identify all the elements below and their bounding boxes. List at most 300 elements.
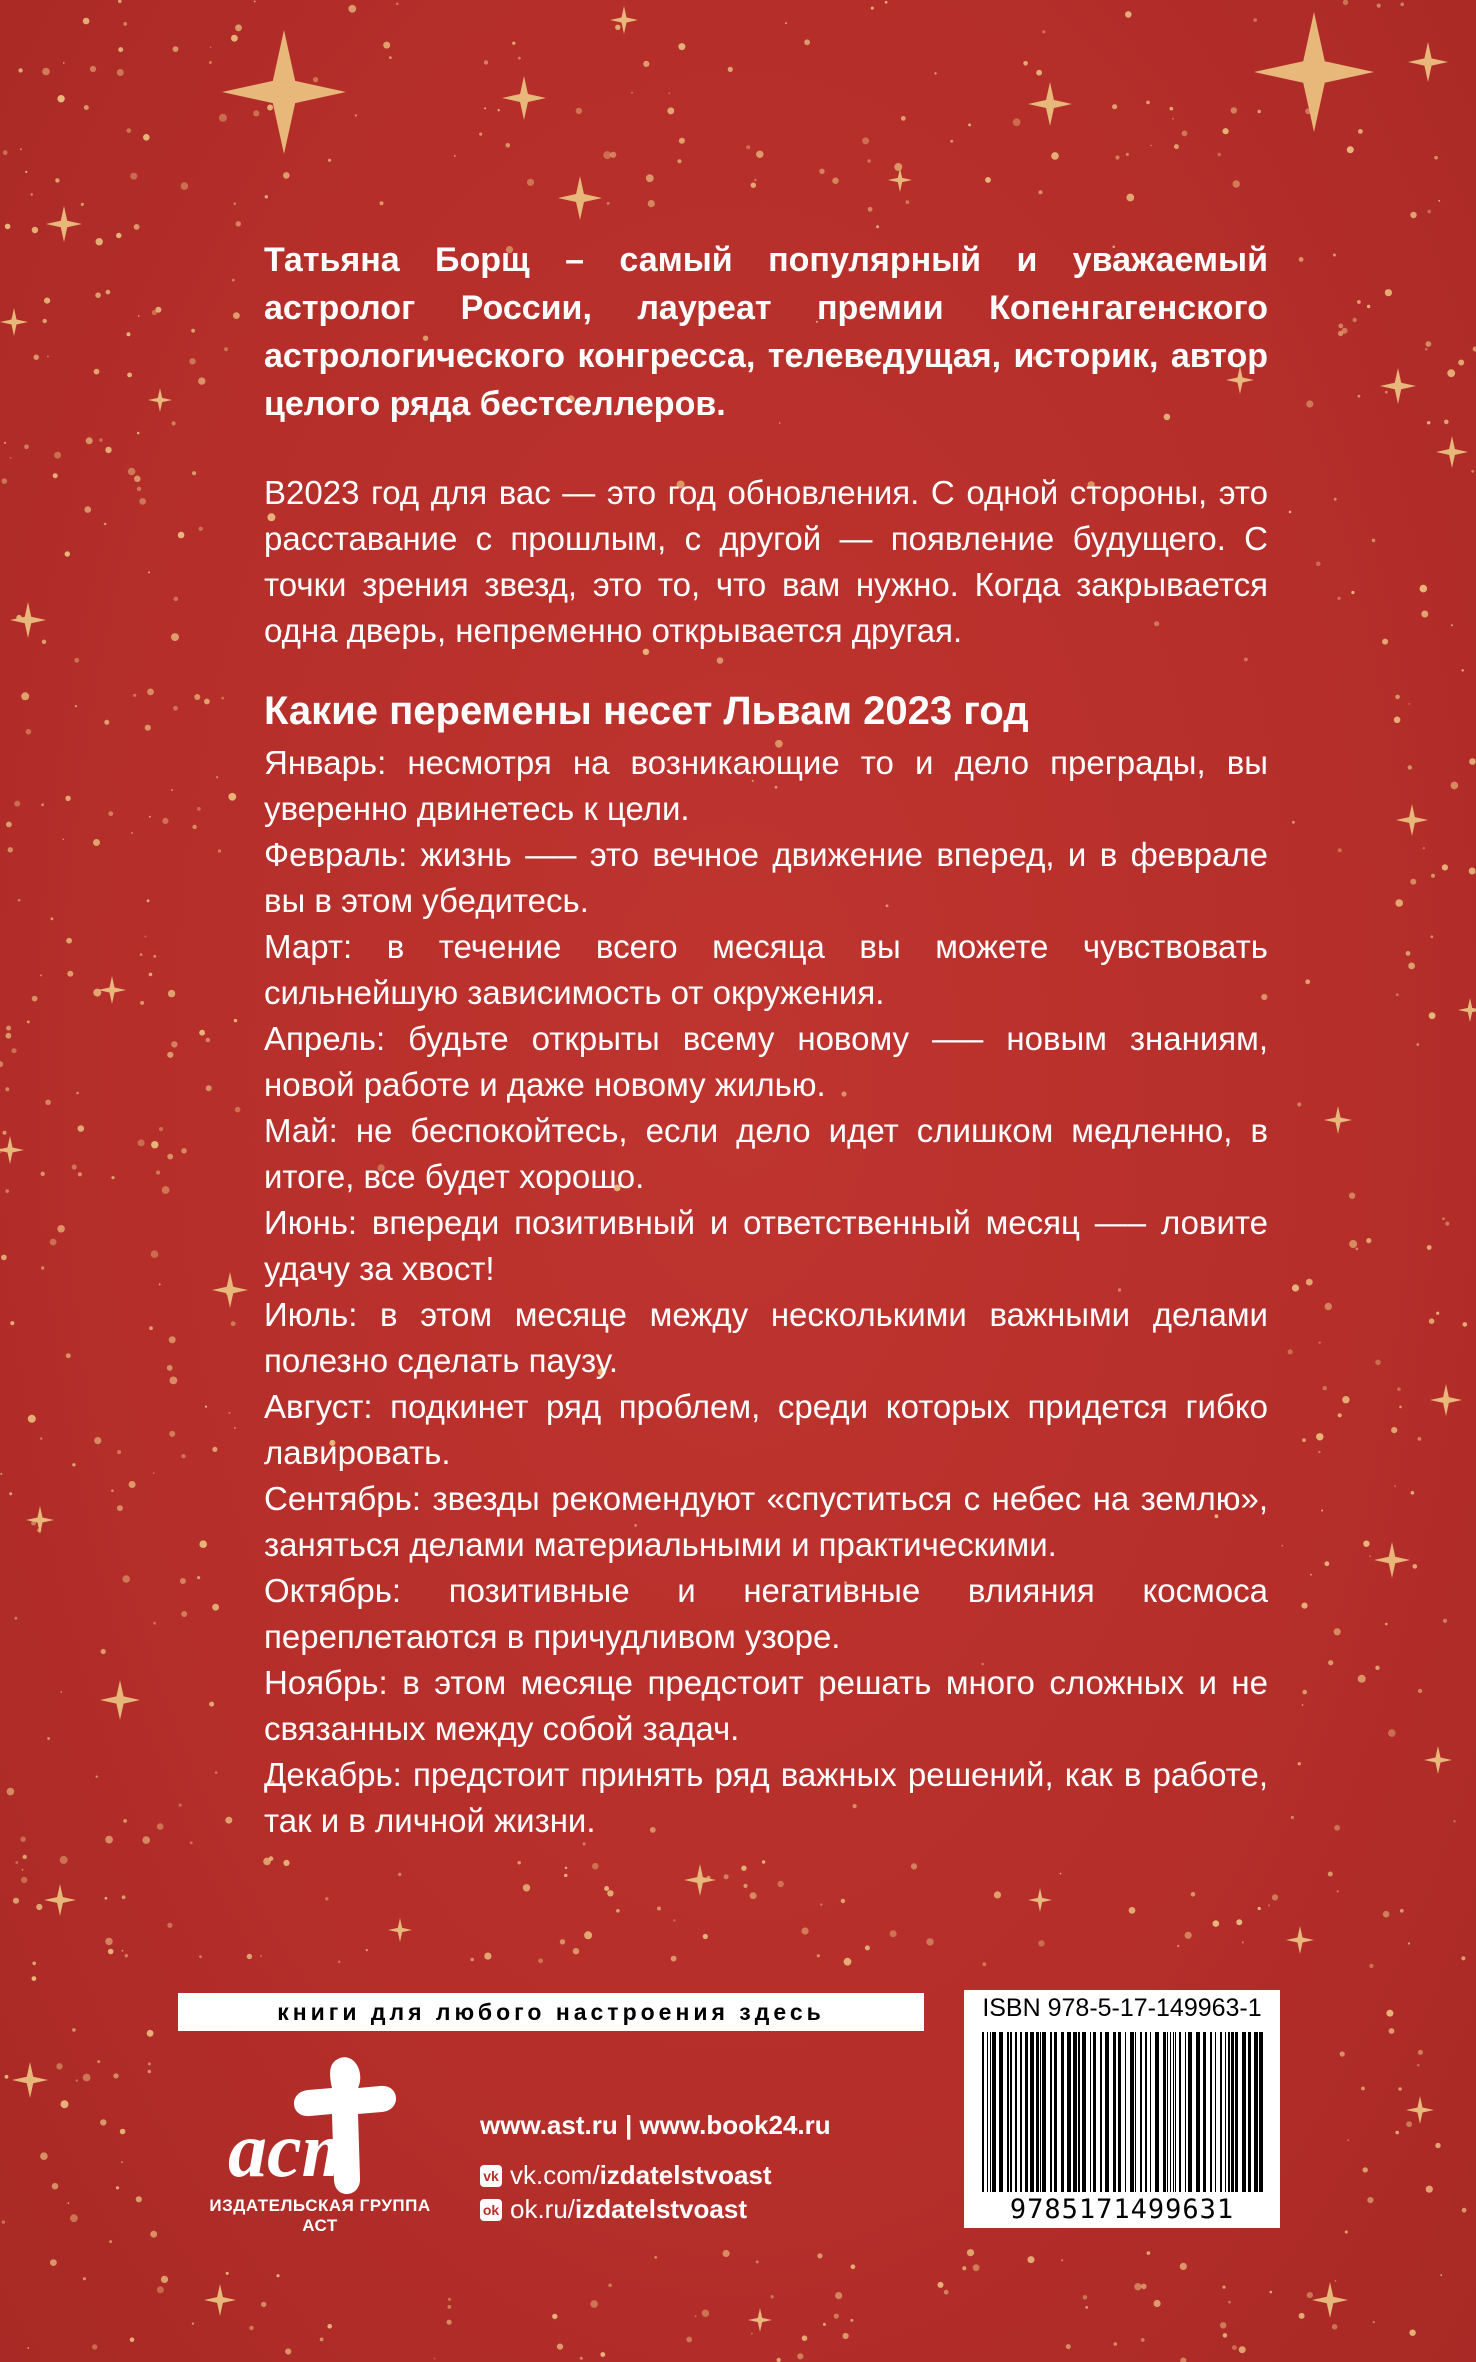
star-dot — [1473, 346, 1476, 351]
star-dot — [147, 2030, 154, 2037]
star-dot — [105, 1897, 108, 1900]
sparkle-star — [1286, 1926, 1314, 1954]
star-dot — [167, 1154, 173, 1160]
website-links[interactable]: www.ast.ru | www.book24.ru — [480, 2110, 831, 2140]
star-dot — [850, 2319, 853, 2322]
star-dot — [1334, 498, 1337, 501]
star-dot — [1434, 156, 1438, 160]
star-dot — [139, 498, 146, 505]
star-dot — [668, 92, 670, 94]
star-dot — [1288, 1349, 1293, 1354]
star-dot — [265, 195, 268, 198]
star-dot — [1391, 1427, 1397, 1433]
star-dot — [221, 697, 224, 700]
star-dot — [1453, 1820, 1455, 1822]
star-dot — [121, 2161, 123, 2163]
star-dot — [1232, 2345, 1237, 2350]
star-dot — [389, 56, 392, 59]
star-dot — [973, 2264, 980, 2271]
barcode-bar — [992, 2032, 996, 2192]
month-item: Июль: в этом месяце между несколькими важными делами полезно сделать паузу. — [264, 1296, 1268, 1379]
star-dot — [60, 1691, 62, 1693]
star-dot — [985, 177, 991, 183]
sparkle-star — [46, 206, 82, 242]
star-dot — [5, 1189, 9, 1193]
ok-link[interactable] — [480, 2194, 747, 2225]
star-dot — [150, 2231, 157, 2238]
star-dot — [1222, 2286, 1225, 2289]
star-dot — [702, 2310, 709, 2317]
star-dot — [234, 1427, 236, 1429]
star-dot — [138, 315, 140, 317]
barcode-bar — [982, 2032, 984, 2192]
star-dot — [1462, 669, 1464, 671]
barcode-bar — [1173, 2032, 1174, 2192]
publisher-name: ИЗДАТЕЛЬСКАЯ ГРУППА АСТ — [209, 2196, 431, 2235]
star-dot — [484, 60, 488, 64]
star-dot — [228, 1412, 230, 1414]
star-dot — [76, 1092, 79, 1095]
star-dot — [1126, 194, 1134, 202]
star-dot — [607, 1890, 613, 1896]
star-dot — [206, 1085, 212, 1091]
star-dot — [67, 971, 73, 977]
star-dot — [746, 145, 750, 149]
star-dot — [162, 818, 168, 824]
month-item: Март: в течение всего месяца вы можете чувствовать сильнейшую зависимость от окружения. — [264, 928, 1268, 1011]
star-dot — [1126, 153, 1129, 156]
star-dot — [1462, 2208, 1467, 2213]
star-dot — [1036, 70, 1042, 76]
star-dot — [226, 2272, 229, 2275]
star-dot — [1385, 289, 1392, 296]
star-dot — [338, 1961, 341, 1964]
star-dot — [2, 2220, 5, 2223]
star-dot — [138, 1139, 145, 1146]
star-dot — [206, 1038, 211, 1043]
star-dot — [1134, 2283, 1141, 2290]
star-dot — [197, 807, 201, 811]
star-dot — [1231, 107, 1237, 113]
star-dot — [118, 47, 123, 52]
star-dot — [911, 1863, 917, 1869]
sparkle-star — [1028, 82, 1072, 126]
star-dot — [144, 936, 146, 938]
star-dot — [1147, 2251, 1151, 2255]
star-dot — [1418, 1689, 1422, 1693]
star-dot — [1396, 993, 1399, 996]
isbn-text: ISBN 978-5-17-149963-1 — [982, 1994, 1262, 2022]
star-dot — [643, 61, 649, 67]
star-dot — [15, 1617, 18, 1620]
star-dot — [180, 1578, 186, 1584]
star-dot — [885, 1, 888, 4]
star-dot — [777, 2358, 781, 2362]
star-dot — [61, 2100, 69, 2108]
star-dot — [1302, 1438, 1306, 1442]
star-dot — [1408, 1942, 1410, 1944]
star-dot — [83, 2277, 86, 2280]
star-dot — [454, 155, 456, 157]
star-dot — [233, 312, 240, 319]
star-dot — [167, 1365, 173, 1371]
star-dot — [18, 899, 21, 902]
star-dot — [192, 825, 196, 829]
star-dot — [151, 1250, 159, 1258]
star-dot — [6, 1026, 11, 1031]
sparkle-star — [100, 1680, 140, 1720]
star-dot — [205, 1406, 207, 1408]
star-dot — [171, 789, 173, 791]
star-dot — [1253, 18, 1257, 22]
star-dot — [42, 68, 50, 76]
star-dot — [1373, 2321, 1375, 2323]
star-dot — [470, 1958, 474, 1962]
star-dot — [1051, 152, 1059, 160]
star-dot — [136, 2196, 142, 2202]
star-dot — [862, 137, 869, 144]
star-dot — [5, 1033, 11, 1039]
star-dot — [756, 2260, 759, 2263]
star-dot — [1333, 254, 1336, 257]
barcode-bar — [1140, 2032, 1142, 2192]
star-dot — [1289, 511, 1292, 514]
star-dot — [53, 473, 58, 478]
sparkle-star — [26, 1506, 54, 1534]
star-dot — [1302, 1690, 1307, 1695]
star-dot — [1115, 155, 1119, 159]
star-dot — [355, 114, 357, 116]
star-dot — [592, 1863, 599, 1870]
month-item: Ноябрь: в этом месяце предстоит решать много сложных и не связанных между собой задач. — [264, 1664, 1268, 1747]
star-dot — [1028, 2256, 1035, 2263]
star-dot — [249, 2326, 253, 2330]
star-dot — [906, 200, 910, 204]
barcode-bar — [1036, 2032, 1039, 2192]
star-dot — [32, 996, 38, 1002]
star-dot — [1242, 1941, 1244, 1943]
star-dot — [1382, 639, 1388, 645]
star-dot — [1408, 963, 1415, 970]
star-dot — [1170, 107, 1174, 111]
star-dot — [506, 143, 511, 148]
sparkle-star — [1458, 998, 1476, 1022]
star-dot — [235, 24, 242, 31]
star-dot — [253, 110, 259, 116]
star-dot — [1325, 1561, 1330, 1566]
sparkle-star — [0, 308, 28, 336]
star-dot — [646, 174, 654, 182]
star-dot — [1431, 874, 1435, 878]
star-dot — [967, 2249, 974, 2256]
star-dot — [1316, 562, 1321, 567]
sparkle-star — [1374, 1542, 1410, 1578]
star-dot — [313, 77, 318, 82]
month-item: Август: подкинет ряд проблем, среди которых придется гибко лавировать. — [264, 1388, 1268, 1471]
star-dot — [1352, 318, 1356, 322]
star-dot — [1417, 2064, 1420, 2067]
star-dot — [703, 1934, 708, 1939]
barcode-bar — [1259, 2032, 1263, 2192]
star-dot — [448, 2298, 451, 2301]
star-dot — [1328, 1660, 1333, 1665]
star-dot — [134, 476, 141, 483]
star-dot — [484, 1953, 491, 1960]
barcode-bar — [1228, 2032, 1230, 2192]
barcode-bar — [1125, 2032, 1126, 2192]
sparkle-star — [204, 2284, 236, 2316]
star-dot — [565, 1867, 568, 1870]
barcode-bar — [1135, 2032, 1136, 2192]
star-dot — [40, 974, 42, 976]
sparkle-star — [1312, 2282, 1348, 2318]
star-dot — [819, 169, 824, 174]
star-dot — [86, 437, 93, 444]
sparkle-star — [1424, 1746, 1452, 1774]
star-dot — [21, 692, 29, 700]
star-dot — [1451, 624, 1453, 626]
star-dot — [615, 25, 620, 30]
star-dot — [90, 66, 96, 72]
star-dot — [1323, 1386, 1327, 1390]
star-dot — [1338, 331, 1343, 336]
star-dot — [106, 290, 111, 295]
star-dot — [1217, 153, 1221, 157]
vk-link[interactable] — [480, 2160, 772, 2191]
star-dot — [1268, 1904, 1270, 1906]
star-dot — [4, 442, 6, 444]
barcode-bar — [987, 2032, 988, 2192]
barcode-bar — [1170, 2032, 1171, 2192]
star-dot — [518, 57, 521, 60]
star-dot — [1420, 585, 1428, 593]
star-dot — [679, 138, 685, 144]
star-dot — [1066, 2344, 1071, 2349]
star-dot — [78, 1172, 82, 1176]
star-dot — [557, 2344, 563, 2350]
star-dot — [97, 2060, 100, 2063]
barcode-bar — [1179, 2032, 1181, 2192]
star-dot — [328, 159, 331, 162]
star-dot — [552, 2314, 557, 2319]
star-dot — [104, 720, 109, 725]
barcode-bar — [1025, 2032, 1028, 2192]
star-dot — [122, 1575, 130, 1583]
star-dot — [247, 1954, 252, 1959]
star-dot — [127, 332, 131, 336]
star-dot — [147, 899, 150, 902]
star-dot — [434, 2358, 436, 2360]
star-dot — [1114, 2342, 1118, 2346]
star-dot — [92, 2344, 97, 2349]
star-dot — [802, 1927, 809, 1934]
star-dot — [118, 0, 122, 3]
sparkle-star — [888, 168, 912, 192]
star-dot — [1154, 2300, 1161, 2307]
star-dot — [479, 133, 482, 136]
star-dot — [1356, 1248, 1359, 1251]
star-dot — [0, 1061, 3, 1067]
star-dot — [538, 1958, 543, 1963]
star-dot — [94, 369, 100, 375]
sparkle-star — [1436, 436, 1468, 468]
star-dot — [171, 1041, 177, 1047]
star-dot — [560, 1939, 565, 1944]
star-dot — [128, 468, 136, 476]
star-dot — [1426, 2186, 1433, 2193]
star-dot — [366, 1949, 368, 1951]
star-dot — [197, 1576, 200, 1579]
star-dot — [603, 151, 611, 159]
sparkle-star — [222, 30, 346, 154]
star-dot — [167, 1923, 172, 1928]
star-dot — [1328, 1872, 1333, 1877]
star-dot — [117, 69, 124, 76]
star-dot — [41, 803, 44, 806]
star-dot — [191, 329, 195, 333]
star-dot — [199, 1540, 207, 1548]
star-dot — [1427, 210, 1431, 214]
star-dot — [1445, 1222, 1449, 1226]
star-dot — [232, 279, 235, 282]
star-dot — [189, 358, 195, 364]
barcode-bar — [1196, 2032, 1200, 2192]
star-dot — [1416, 1043, 1419, 1046]
star-dot — [1347, 146, 1354, 153]
star-dot — [950, 140, 953, 143]
star-dot — [1425, 348, 1428, 351]
star-dot — [1060, 1873, 1062, 1875]
barcode-bar — [1188, 2032, 1192, 2192]
star-dot — [843, 2333, 849, 2339]
star-dot — [28, 1415, 36, 1423]
star-dot — [149, 816, 151, 818]
star-dot — [125, 1954, 128, 1957]
star-dot — [518, 1861, 521, 1864]
sparkle-star — [1254, 12, 1374, 132]
star-dot — [41, 1266, 44, 1269]
star-dot — [1302, 1704, 1304, 1706]
month-item: Май: не беспокойтесь, если дело идет слишком медленно, в итоге, все будет хорошо. — [264, 1112, 1268, 1195]
star-dot — [96, 238, 103, 245]
star-dot — [1443, 1619, 1447, 1623]
star-dot — [95, 292, 101, 298]
star-dot — [1337, 597, 1340, 600]
star-dot — [1307, 2292, 1313, 2298]
star-dot — [1372, 539, 1376, 543]
star-dot — [1394, 717, 1401, 724]
star-dot — [192, 2323, 194, 2325]
star-dot — [802, 2335, 808, 2341]
star-dot — [1367, 305, 1370, 308]
star-dot — [170, 1377, 178, 1385]
vk-prefix: vk.com/ — [510, 2160, 600, 2190]
star-dot — [1301, 1603, 1307, 1609]
barcode-bar — [1082, 2032, 1086, 2192]
star-dot — [231, 35, 238, 42]
star-dot — [145, 725, 151, 731]
barcode-bar — [1235, 2032, 1238, 2192]
star-dot — [1351, 591, 1354, 594]
star-dot — [834, 2314, 839, 2319]
star-dot — [1305, 979, 1310, 984]
sparkle-star — [388, 1918, 412, 1942]
star-dot — [1410, 879, 1416, 885]
star-dot — [224, 347, 228, 351]
star-dot — [396, 3, 399, 6]
star-dot — [1469, 868, 1476, 875]
sparkle-star — [1028, 1888, 1052, 1912]
month-item: Декабрь: предстоит принять ряд важных решений, как в работе, так и в личной жизни. — [264, 1756, 1268, 1839]
star-dot — [1363, 1541, 1369, 1547]
star-dot — [190, 1841, 193, 1844]
star-dot — [50, 1239, 57, 1246]
star-dot — [68, 2202, 70, 2204]
star-dot — [72, 1463, 75, 1466]
star-dot — [778, 1881, 784, 1887]
star-dot — [25, 171, 27, 173]
star-dot — [1361, 2087, 1365, 2091]
star-dot — [841, 1899, 845, 1903]
star-dot — [47, 1737, 50, 1740]
barcode-bar — [1007, 2032, 1009, 2192]
month-item: Октябрь: позитивные и негативные влияния космоса переплетаются в причудливом узоре. — [264, 1572, 1268, 1655]
star-dot — [9, 1492, 12, 1495]
star-dot — [823, 2323, 826, 2326]
star-dot — [1258, 110, 1261, 113]
star-dot — [1292, 821, 1295, 824]
star-dot — [1427, 1245, 1432, 1250]
star-dot — [1085, 2306, 1088, 2309]
star-dot — [109, 2240, 112, 2243]
star-dot — [1129, 1907, 1136, 1914]
star-dot — [15, 1861, 18, 1864]
star-dot — [65, 551, 70, 556]
star-dot — [56, 2063, 62, 2069]
star-dot — [52, 2183, 59, 2190]
star-dot — [1400, 1909, 1404, 1913]
star-dot — [654, 2256, 657, 2259]
star-dot — [44, 298, 50, 304]
star-dot — [616, 1909, 620, 1913]
sparkle-star — [748, 2308, 772, 2332]
barcode-bar — [1073, 2032, 1077, 2192]
star-dot — [234, 1019, 237, 1022]
star-dot — [1385, 1623, 1388, 1626]
star-dot — [751, 2333, 753, 2335]
star-dot — [85, 506, 92, 513]
barcode-bar — [1105, 2032, 1109, 2192]
star-dot — [1236, 1919, 1242, 1925]
star-dot — [1429, 1318, 1435, 1324]
star-dot — [179, 1804, 182, 1807]
star-dot — [1342, 1396, 1349, 1403]
star-dot — [153, 1472, 155, 1474]
star-dot — [1398, 2087, 1402, 2091]
star-dot — [1083, 2295, 1088, 2300]
star-dot — [152, 310, 157, 315]
star-dot — [678, 159, 682, 163]
barcode-bar — [1042, 2032, 1046, 2192]
star-dot — [1258, 1907, 1261, 1910]
star-dot — [1318, 1451, 1320, 1453]
sparkle-star — [1324, 1106, 1352, 1134]
star-dot — [447, 2320, 452, 2325]
star-dot — [127, 373, 132, 378]
monthly-forecast-list — [264, 740, 1268, 1844]
star-dot — [57, 1225, 65, 1233]
star-dot — [1389, 2028, 1395, 2034]
